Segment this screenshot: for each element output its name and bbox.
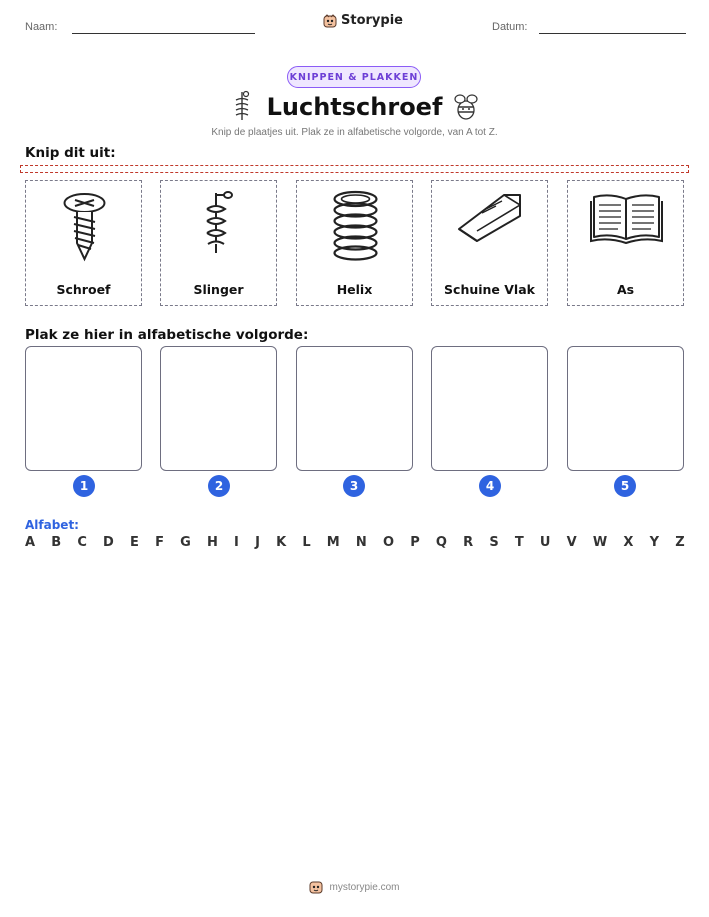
- alphabet-letter: J: [255, 534, 260, 550]
- date-line[interactable]: [539, 33, 686, 34]
- slot-number-1: 1: [73, 475, 95, 497]
- spring-helix-icon: [297, 181, 414, 281]
- instructions-text: Knip de plaatjes uit. Plak ze in alfabetische volgorde, van A tot Z.: [211, 127, 498, 138]
- slot-number-5: 5: [614, 475, 636, 497]
- bee-icon: [452, 90, 480, 122]
- alphabet-letter: P: [410, 534, 420, 550]
- alphabet-letter: H: [206, 534, 218, 550]
- paste-box-1[interactable]: [25, 346, 142, 471]
- open-book-icon: [568, 181, 685, 281]
- storypie-logo-icon: [323, 14, 337, 28]
- alphabet-letter: R: [463, 534, 474, 550]
- crank-screw-icon: [161, 181, 278, 281]
- alphabet-letter: T: [514, 534, 524, 550]
- alphabet-letter: D: [103, 534, 114, 550]
- brand-name: Storypie: [341, 13, 403, 28]
- screw-icon: [26, 181, 143, 281]
- alphabet-letter: M: [326, 534, 340, 550]
- alphabet-letter: E: [130, 534, 139, 550]
- paste-box-4[interactable]: [431, 346, 548, 471]
- cut-card-2[interactable]: [160, 180, 277, 306]
- alphabet-letter: F: [155, 534, 164, 550]
- alphabet-letter: I: [234, 534, 239, 550]
- cut-card-1[interactable]: [25, 180, 142, 306]
- card-label: Helix: [336, 282, 373, 297]
- cut-card-4[interactable]: [431, 180, 548, 306]
- cut-line: [20, 165, 689, 173]
- footer: [0, 880, 709, 894]
- page-title: Luchtschroef: [266, 93, 443, 121]
- paste-box-5[interactable]: [567, 346, 684, 471]
- name-line[interactable]: [72, 33, 255, 34]
- footer-url[interactable]: mystorypie.com: [329, 881, 400, 893]
- alphabet-letter: B: [51, 534, 62, 550]
- alphabet-letter: U: [539, 534, 551, 550]
- storypie-logo-icon: [309, 880, 323, 894]
- card-label: Slinger: [193, 282, 244, 297]
- alphabet-letter: Y: [649, 534, 660, 550]
- alphabet-letter: K: [276, 534, 287, 550]
- paste-box-2[interactable]: [160, 346, 277, 471]
- date-label: Datum:: [492, 21, 528, 33]
- alphabet-letter: Z: [675, 534, 685, 550]
- wedge-ramp-icon: [432, 181, 549, 281]
- brand: [323, 13, 403, 28]
- paste-box-3[interactable]: [296, 346, 413, 471]
- cut-section-label: Knip dit uit:: [25, 145, 116, 161]
- name-label: Naam:: [25, 21, 58, 33]
- alphabet-letter: G: [180, 534, 191, 550]
- cut-card-3[interactable]: [296, 180, 413, 306]
- alphabet-letter: L: [302, 534, 311, 550]
- card-label: As: [616, 282, 635, 297]
- alphabet-row: [25, 532, 685, 552]
- alphabet-letter: Q: [435, 534, 447, 550]
- card-label: Schroef: [56, 282, 111, 297]
- activity-badge: KNIPPEN & PLAKKEN: [287, 66, 421, 88]
- alphabet-label: Alfabet:: [25, 518, 79, 532]
- alphabet-letter: N: [355, 534, 367, 550]
- paste-section-label: Plak ze hier in alfabetische volgorde:: [25, 327, 309, 343]
- alphabet-letter: V: [566, 534, 577, 550]
- slot-number-3: 3: [343, 475, 365, 497]
- alphabet-letter: S: [489, 534, 499, 550]
- alphabet-letter: C: [77, 534, 87, 550]
- card-label: Schuine Vlak: [444, 282, 535, 297]
- alphabet-letter: A: [25, 534, 36, 550]
- cut-card-5[interactable]: [567, 180, 684, 306]
- alphabet-letter: X: [623, 534, 634, 550]
- slot-number-4: 4: [479, 475, 501, 497]
- alphabet-letter: W: [592, 534, 608, 550]
- alphabet-letter: O: [382, 534, 395, 550]
- slot-number-2: 2: [208, 475, 230, 497]
